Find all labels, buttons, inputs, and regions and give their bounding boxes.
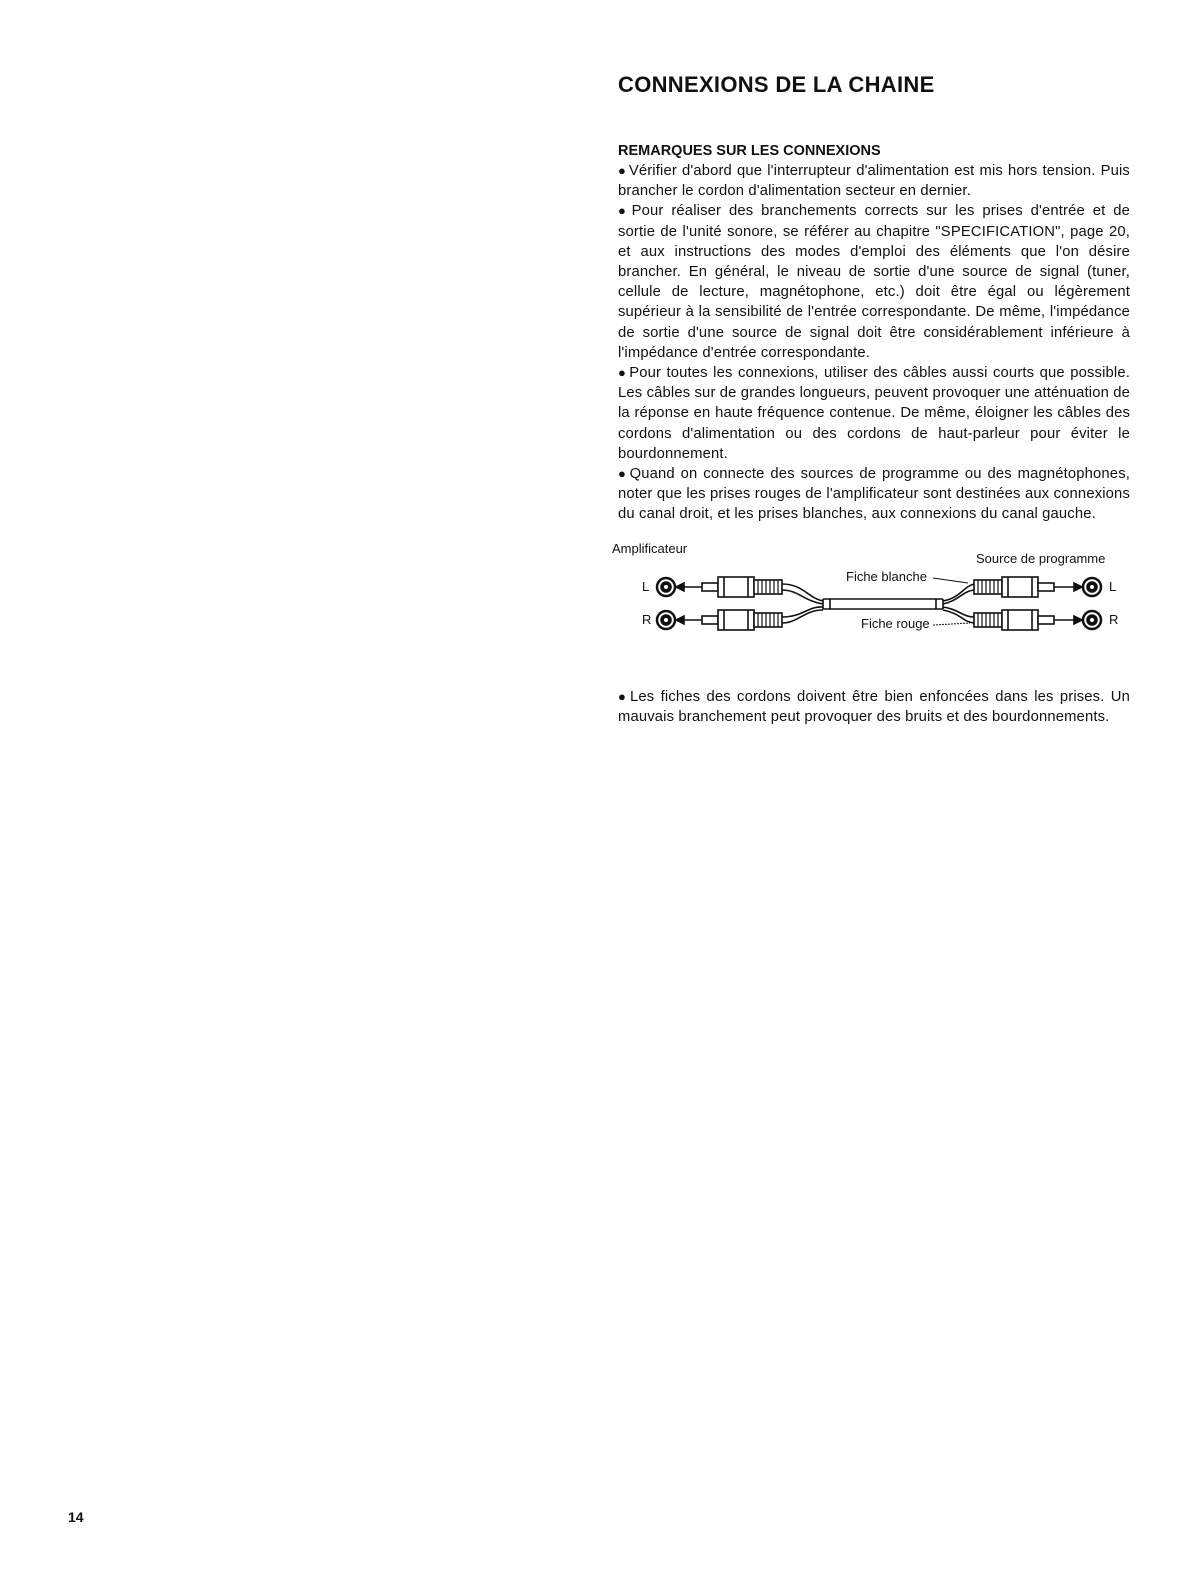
paragraph-1: ● Vérifier d'abord que l'interrupteur d'alimentation est mis hors tension. Puis brancher le cordon d'alimentation secteur en dernier. <box>618 163 1130 200</box>
main-column <box>612 72 1130 727</box>
final-paragraph: ● Les fiches des cordons doivent être bien enfoncées dans les prises. Un mauvais branchement peut provoquer des bruits et des bourdonnements. <box>618 688 1130 725</box>
amp-jack-left-icon <box>657 578 675 596</box>
source-plug-white-icon <box>974 577 1054 597</box>
source-right-channel-label: R <box>1109 611 1119 627</box>
bullet-icon: ● <box>618 466 628 482</box>
section-heading: REMARQUES SUR LES CONNEXIONS <box>618 143 881 159</box>
page-number: 14 <box>68 1509 84 1525</box>
source-plug-red-icon <box>974 610 1054 630</box>
amp-left-channel-label: L <box>642 578 650 594</box>
bullet-icon: ● <box>618 365 628 381</box>
source-left-channel-label: L <box>1109 578 1117 594</box>
source-jack-left-icon <box>1083 578 1101 596</box>
source-jack-right-icon <box>1083 611 1101 629</box>
paragraph-4: ● Quand on connecte des sources de programme ou des magnétophones, noter que les prises rouges de l'amplificateur sont destinées aux connexions du canal droit, et les prises blanches, aux connexions du canal gauche. <box>618 466 1130 523</box>
bullet-icon: ● <box>618 163 627 178</box>
paragraph-2: ● Pour réaliser des branchements corrects sur les prises d'entrée et de sortie de l'unité sonore, se référer au chapitre "SPECIFICATION", page 20, et aux instructions des modes d'emploi des éléments que l'on désire brancher. En général, le niveau de sortie d'une source de signal (tuner, cellule de lecture, magnétophone, etc.) doit être égal ou légèrement supérieur à la sensibilité de l'entrée correspondante. De même, l'impédance de sortie d'une source de signal doit être considérablement inférieure à l'impédance d'entrée correspondante. <box>618 203 1130 361</box>
amp-plug-white-icon <box>702 577 782 597</box>
amp-plug-red-icon <box>702 610 782 630</box>
white-plug-label: Fiche blanche <box>846 568 927 584</box>
connection-diagram <box>612 540 1130 653</box>
bullet-icon: ● <box>618 203 630 219</box>
paragraph-3: ● Pour toutes les connexions, utiliser des câbles aussi courts que possible. Les câbles sur de grandes longueurs, peuvent provoquer une atténuation de la réponse en haute fréquence contenue. De même, éloigner les câbles des cordons d'alimentation ou des cordons de haut-parleur pour éviter le bourdonnement. <box>618 365 1130 462</box>
rca-cable-illustration <box>618 543 1130 653</box>
amplifier-label: Amplificateur <box>612 540 688 556</box>
amp-right-channel-label: R <box>642 611 652 627</box>
amp-jack-right-icon <box>657 611 675 629</box>
red-plug-label: Fiche rouge <box>861 615 930 631</box>
page-title: CONNEXIONS DE LA CHAINE <box>618 72 935 97</box>
source-label: Source de programme <box>976 550 1106 566</box>
bullet-icon: ● <box>618 688 629 704</box>
